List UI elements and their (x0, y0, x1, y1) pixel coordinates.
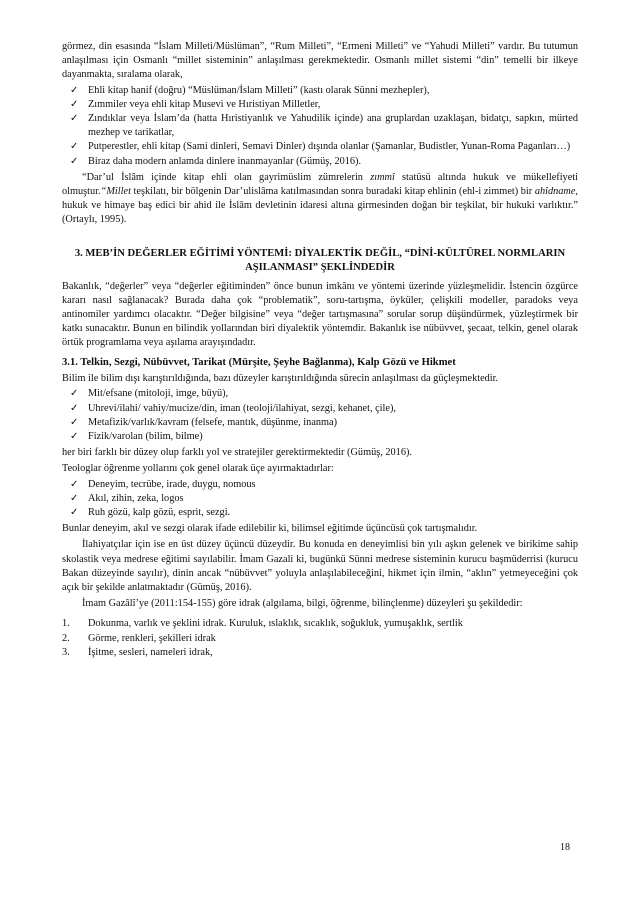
list-item: 1. Dokunma, varlık ve şeklini idrak. Kuruluk, ıslaklık, sıcaklık, soğukluk, yumuşaklık, sertlik (62, 618, 463, 630)
checkmark-icon: ✓ (70, 506, 79, 518)
checkmark-icon: ✓ (70, 478, 79, 490)
document-page (62, 40, 578, 660)
levels-list (62, 387, 578, 444)
checkmark-icon: ✓ (70, 402, 79, 414)
list-item: ✓ Fizik/varolan (bilim, bilme) (62, 430, 578, 444)
checkmark-icon: ✓ (70, 98, 79, 110)
section-paragraph: İlahiyatçılar için ise en üst düzey üçüncü düzeydir. Bu konuda en deneyimlisi bin yılı aşkın gelenek ve birikime sahip skolastik veya medrese eğitimi sayılabilir. İmam Gazali ki, bugünkü Sünni medrese sisteminin kurucu başmüderrisi (kurucu Bakan düzeyinde sayılır), dinin ancak “nübüvvet” yoluyla anlaşılabileceğini, hikmet için ilmin, “aklın” yetmeyeceğini çok açık bir şekilde anlatmaktadır (Gümüş, 2016). (62, 539, 578, 593)
list-item: ✓ Zındıklar veya İslam’da (hatta Hıristiyanlık ve Yahudilik içinde) ana gruplardan uzaklaşan, bidatçı, sapkın, mürted mezhep ve tarikatlar, (70, 113, 578, 139)
checkmark-icon: ✓ (70, 84, 79, 96)
list-item: ✓ Metafizik/varlık/kavram (felsefe, mantık, düşünme, inanma) (62, 416, 578, 430)
checkmark-icon: ✓ (70, 388, 79, 400)
intro-paragraph: görmez, din esasında “İslam Milleti/Müslüman”, “Rum Milleti”, “Ermeni Milleti” ve “Yahudi Milleti” vardır. Bu tutumun anlaşılması için Osmanlı “millet sisteminin” anlaşılması gerekmektedir. Osmanlı millet sistemi “din” temelli bir ilkeye dayanmakta, sıralama olarak, (62, 41, 578, 81)
quote-paragraph: “Dar’ul İslâm içinde kitap ehli olan gayrimüslim zümrelerin zımmî statüsü altında hukuk ve mükellefiyeti olmuştur.“Millet teşkilatı, bir bölgenin Dar’ulislâma katılmasından sonra buradaki kitap ehlinin (ehl-i zimmet) bir ahîdname, hukuk ve himaye baş edici bir ahid ile İslâm devletinin idaresi altına girmesinden doğan bir teşkilat, bir hukuki varlıktır.” (Ortaylı, 1995). (62, 171, 578, 226)
section-paragraph: Bakanlık, “değerler” veya “değerler eğitiminden” önce bunun imkânı ve yöntemi üzerinde yüzleşmelidir. İstencin özgürce kararı nasıl sağlanacak? Burada daha çok “problematik”, soru-tartışma, öyküler, çelişkili modeller, paradoks veya antinomiler yardımcı olacaktır. “Değer bilgisine” veya “değer tartışmasına” sorular sorup düşündürmek, yüzleştirmek bir katkı sunacaktır. Bunun en bilindik yollarından biri diyalektik yöntemdir. Bakanlık ise nübüvvet, şecaat, telkin, genel olarak örtük programlama veya aşılama arayışındadır. (62, 280, 578, 349)
section-paragraph: Bilim ile bilim dışı karıştırıldığında, bazı düzeyler karıştırıldığında sürecin anlaşılması da güçleşmektedir. (62, 373, 499, 385)
millet-system-list (62, 84, 578, 169)
perception-levels-list (62, 617, 578, 660)
list-item: ✓ Uhrevi/ilahi/ vahiy/mucize/din, iman (teoloji/ilahiyat, sezgi, kehanet, çile), (62, 402, 578, 416)
checkmark-icon: ✓ (70, 141, 79, 153)
list-item: ✓ Ehli kitap hanif (doğru) “Müslüman/İslam Milleti” (kastı olarak Sünni mezhepler), (62, 84, 578, 98)
checkmark-icon: ✓ (70, 155, 79, 167)
learning-ways-list (62, 478, 578, 521)
list-item: ✓ Biraz daha modern anlamda dinlere inanmayanlar (Gümüş, 2016). (62, 155, 578, 169)
checkmark-icon: ✓ (70, 492, 79, 504)
section-heading: 3. MEB’İN DEĞERLER EĞİTİMİ YÖNTEMİ: DİYALEKTİK DEĞİL, “DİNİ-KÜLTÜREL NORMLARIN AŞILANMASI” ŞEKLİNDEDİR (74, 247, 566, 274)
section-paragraph: Teologlar öğrenme yollarını çok genel olarak üçe ayırmaktadırlar: (62, 463, 334, 475)
checkmark-icon: ✓ (70, 416, 79, 428)
list-item: ✓ Mit/efsane (mitoloji, imge, büyü), (62, 387, 578, 401)
list-item: ✓ Zımmiler veya ehli kitap Musevi ve Hıristiyan Milletler, (62, 98, 578, 112)
checkmark-icon: ✓ (70, 113, 79, 125)
list-item: ✓ Deneyim, tecrübe, irade, duygu, nomous (62, 478, 578, 492)
section-paragraph: İmam Gazâlî’ye (2011:154-155) göre idrak (algılama, bilgi, öğrenme, bilinçlenme) düzeyleri şu şekildedir: (82, 598, 523, 610)
list-item: 3. İşitme, sesleri, nameleri idrak, (62, 646, 213, 658)
page-number: 18 (560, 842, 570, 853)
list-item: ✓ Akıl, zihin, zeka, logos (62, 492, 578, 506)
list-item: ✓ Ruh gözü, kalp gözü, esprit, sezgi. (62, 506, 578, 520)
section-paragraph: her biri farklı bir düzey olup farklı yol ve stratejiler gerektirmektedir (Gümüş, 2016). (62, 447, 412, 459)
section-paragraph: Bunlar deneyim, akıl ve sezgi olarak ifade edilebilir ki, bilimsel eğitimde üçüncüsü çok tartışmalıdır. (62, 523, 478, 535)
checkmark-icon: ✓ (70, 430, 79, 442)
list-item: ✓ Putperestler, ehli kitap (Sami dinleri, Semavi Dinler) dışında olanlar (Şamanlar, Budistler, Yunan-Roma Paganları…) (62, 140, 578, 154)
list-item: 2. Görme, renkleri, şekilleri idrak (62, 632, 216, 644)
subsection-heading: 3.1. Telkin, Sezgi, Nübüvvet, Tarikat (Mürşite, Şeyhe Bağlanma), Kalp Gözü ve Hikmet (62, 356, 456, 368)
